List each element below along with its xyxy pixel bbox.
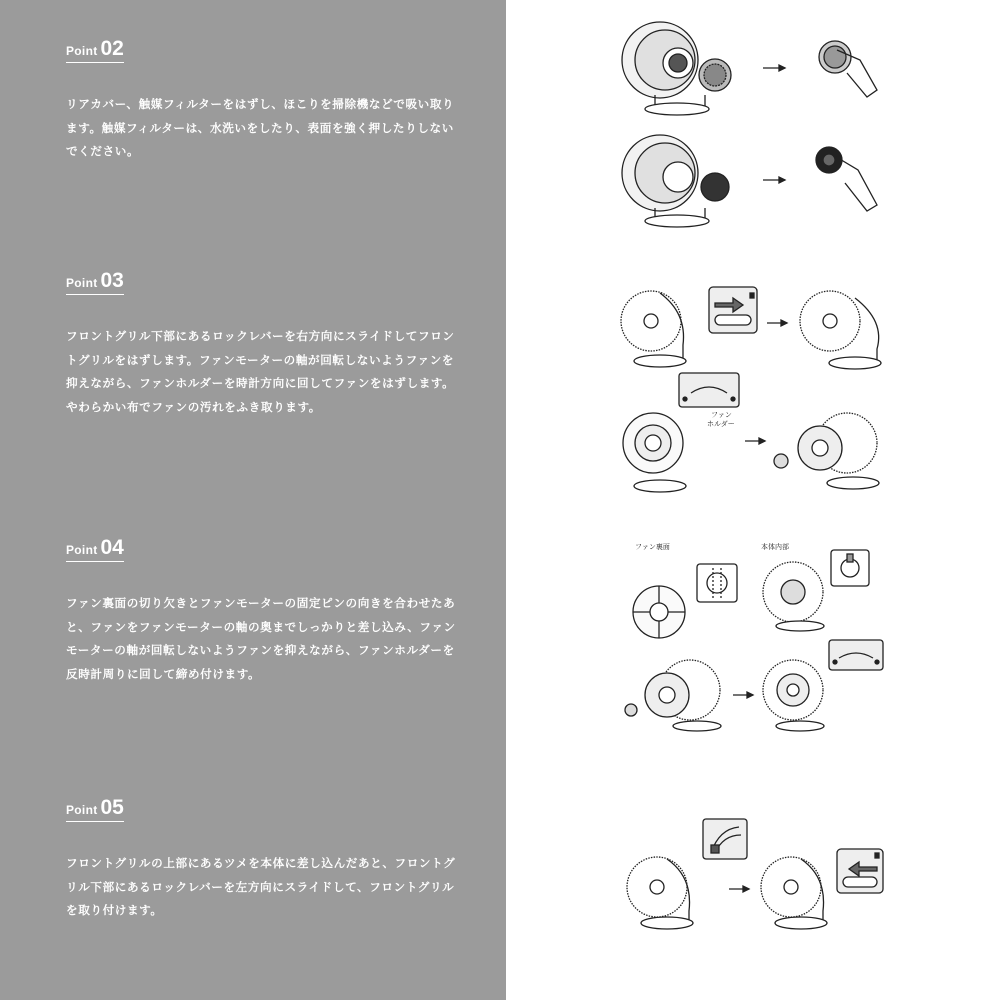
fan-holder-caption: ファンホルダー: [707, 411, 735, 428]
point-02-section: [66, 38, 456, 164]
point-04-text: ファン裏面の切り欠きとファンモーターの固定ピンの向きを合わせたあと、ファンをファンモーターの軸の奥までしっかりと差し込み、ファンモーターの軸が回転しないようファンを抑えながら、ファンホルダーを反時計周りに回して締め付けます。: [66, 596, 456, 681]
vacuum-hand-icon: [816, 147, 877, 211]
lock-lever-slide-left-icon: [837, 849, 883, 893]
notch-detail-icon: [697, 564, 737, 602]
fan-back-icon: [633, 586, 685, 638]
fan-front-grille-icon: [621, 291, 686, 367]
fan-rear-view-icon: [622, 135, 709, 227]
grille-attach-icon: [627, 857, 693, 929]
lock-lever-slide-right-icon: [709, 287, 757, 333]
fan-removed-icon: [774, 413, 879, 489]
point-04-section: [66, 537, 456, 686]
hook-detail-icon: [703, 819, 747, 859]
point-05-illustration: [615, 815, 895, 945]
fan-rear-view-icon: [622, 22, 709, 115]
fan-holder-counterclockwise-icon: [829, 640, 883, 670]
point-05-text: フロントグリルの上部にあるツメを本体に差し込んだあと、フロントグリル下部にあるロックレバーを左方向にスライドして、フロントグリルを取り付けます。: [66, 856, 456, 917]
fan-assembled-icon: [761, 857, 827, 929]
point-05-section: [66, 797, 456, 923]
point-03-illustration: [615, 283, 895, 493]
point-03-heading: Point 03: [66, 270, 124, 295]
body-inside-caption: 本体内部: [761, 543, 789, 551]
point-03-section: [66, 270, 456, 419]
fan-grille-removed-icon: [800, 291, 881, 369]
fan-blades-icon: [623, 413, 686, 492]
pin-detail-icon: [831, 550, 869, 586]
point-03-text: フロントグリル下部にあるロックレバーを右方向にスライドしてフロントグリルをはずします。ファンモーターの軸が回転しないようファンを抑えながら、ファンホルダーを時計方向に回してファンをはずします。やわらかい布でファンの汚れをふき取ります。: [66, 329, 455, 414]
fan-holder-rotate-icon: [679, 373, 739, 407]
catalyst-filter-icon: [699, 59, 731, 91]
rear-cover-icon: [701, 173, 729, 201]
point-04-illustration: [615, 540, 895, 740]
point-02-heading: Point 02: [66, 38, 124, 63]
point-02-illustration: [615, 15, 895, 235]
fan-insert-icon: [625, 660, 721, 731]
fan-installed-icon: [763, 660, 824, 731]
point-04-heading: Point 04: [66, 537, 124, 562]
point-05-heading: Point 05: [66, 797, 124, 822]
motor-body-icon: [763, 562, 824, 631]
filter-cleaning-hand-icon: [819, 41, 877, 97]
fan-back-caption: ファン裏面: [635, 543, 670, 551]
point-02-text: リアカバー、触媒フィルターをはずし、ほこりを掃除機などで吸い取ります。触媒フィルターは、水洗いをしたり、表面を強く押したりしないでください。: [66, 97, 455, 158]
